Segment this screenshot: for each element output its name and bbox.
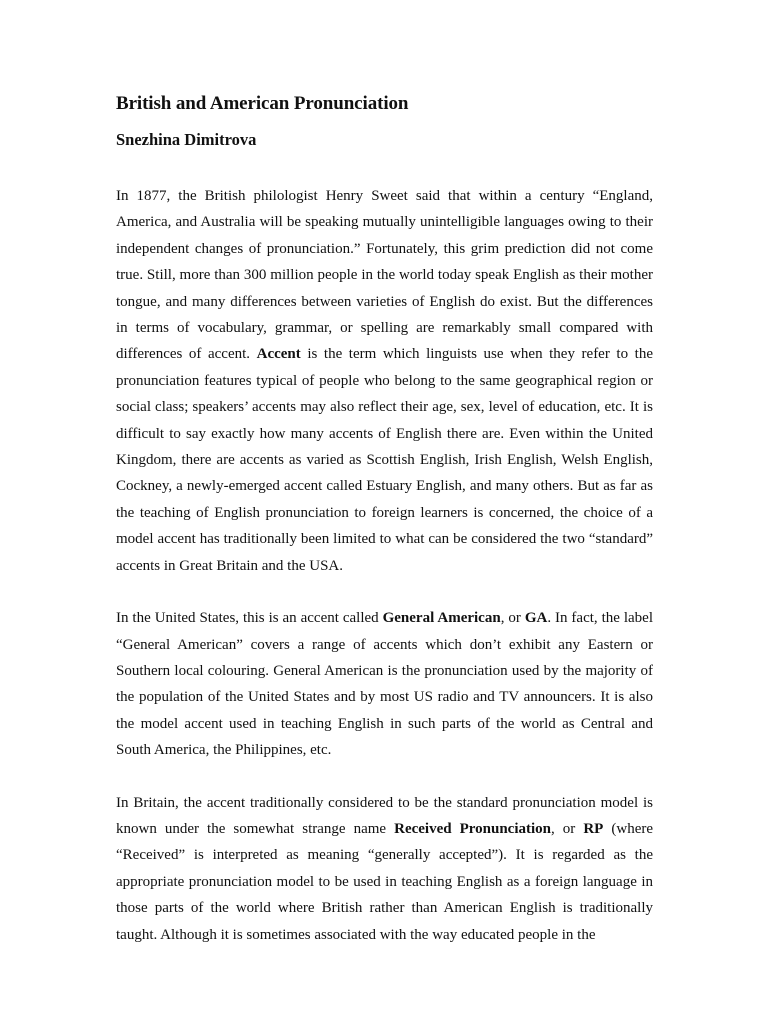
paragraph-3-text-c: (where “Received” is interpreted as meaning “generally accepted”). It is regarded as the appropriate pronunciation model to be used in teaching English as a foreign language in those parts of the world where British rather than American English is traditionally taught. Although it is sometimes associated with the way educated people in the bbox=[116, 820, 654, 943]
term-received-pronunciation: Received Pronunciation bbox=[394, 820, 552, 837]
paragraph-3-text-b: , or bbox=[551, 820, 584, 837]
paragraph-3 bbox=[116, 790, 653, 948]
term-general-american: General American bbox=[382, 610, 501, 627]
term-ga: GA bbox=[524, 610, 548, 627]
paragraph-1-text-a: In 1877, the British philologist Henry Sweet said that within a century “England, America, and Australia will be speaking mutually unintelligible languages owing to their independent changes of pronunciation.” Fortunately, this grim prediction did not come true. Still, more than 300 million people in the world today speak English as their mother tongue, and many differences between varieties of English do exist. But the differences in terms of vocabulary, grammar, or spelling are remarkably small compared with differences of accent. bbox=[116, 188, 653, 363]
paragraph-1 bbox=[116, 183, 653, 579]
document-author: Snezhina Dimitrova bbox=[116, 130, 257, 149]
term-accent: Accent bbox=[256, 346, 301, 363]
paragraph-2 bbox=[116, 605, 653, 763]
paragraph-1-text-b: is the term which linguists use when they refer to the pronunciation features typical of people who belong to the same geographical region or social class; speakers’ accents may also reflect their age, sex, level of education, etc. It is difficult to say exactly how many accents of English there are. Even within the United Kingdom, there are accents as varied as Scottish English, Irish English, Welsh English, Cockney, a newly-emerged accent called Estuary English, and many others. But as far as the teaching of English pronunciation to foreign learners is concerned, the choice of a model accent has traditionally been limited to what can be considered the two “standard” accents in Great Britain and the USA. bbox=[116, 346, 653, 574]
document-body bbox=[116, 90, 653, 948]
document-title: British and American Pronunciation bbox=[116, 93, 409, 114]
paragraph-2-text-a: In the United States, this is an accent called bbox=[116, 610, 383, 627]
paragraph-2-text-b: , or bbox=[500, 610, 525, 627]
paragraph-3-text-a: In Britain, the accent traditionally considered to be the standard pronunciation model is known under the somewhat strange name bbox=[116, 794, 653, 837]
term-rp: RP bbox=[583, 820, 604, 837]
paragraph-2-text-c: . In fact, the label “General American” covers a range of accents which don’t exhibit any Eastern or Southern local colouring. General American is the pronunciation used by the majority of the population of the United States and by most US radio and TV announcers. It is also the model accent used in teaching English in such parts of the world as Central and South America, the Philippines, etc. bbox=[116, 610, 654, 759]
